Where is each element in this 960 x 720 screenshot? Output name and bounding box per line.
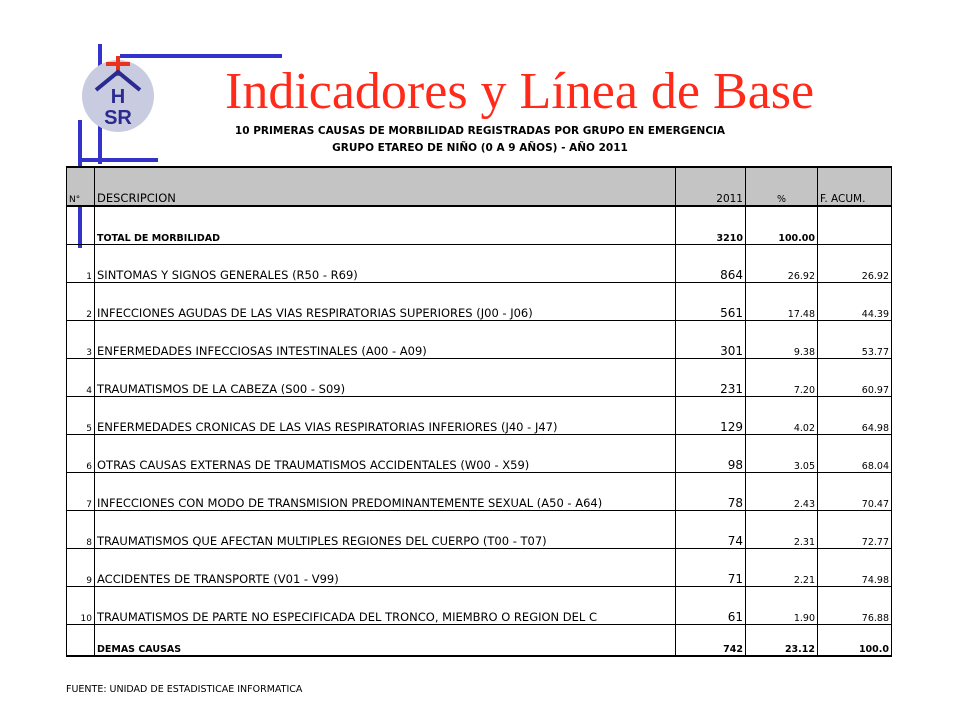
hsr-logo xyxy=(78,54,158,134)
row-year: 61 xyxy=(676,587,746,625)
row-desc: ACCIDENTES DE TRANSPORTE (V01 - V99) xyxy=(95,549,676,587)
logo-letters-bottom: SR xyxy=(104,107,132,129)
others-pct: 23.12 xyxy=(746,625,818,657)
table-row xyxy=(67,511,892,549)
row-year: 98 xyxy=(676,435,746,473)
row-desc: TRAUMATISMOS DE LA CABEZA (S00 - S09) xyxy=(95,359,676,397)
row-pct: 7.20 xyxy=(746,359,818,397)
slide-title: Indicadores y Línea de Base xyxy=(225,63,815,120)
row-num: 7 xyxy=(67,473,95,511)
table-row xyxy=(67,587,892,625)
row-num: 6 xyxy=(67,435,95,473)
row-num: 10 xyxy=(67,587,95,625)
row-desc: TRAUMATISMOS QUE AFECTAN MULTIPLES REGIONES DEL CUERPO (T00 - T07) xyxy=(95,511,676,549)
row-pct: 2.43 xyxy=(746,473,818,511)
row-pct: 17.48 xyxy=(746,283,818,321)
row-pct: 9.38 xyxy=(746,321,818,359)
header-year: 2011 xyxy=(676,167,746,206)
row-pct: 1.90 xyxy=(746,587,818,625)
row-acum: 70.47 xyxy=(818,473,892,511)
row-acum: 76.88 xyxy=(818,587,892,625)
total-row xyxy=(67,206,892,245)
header-acum: F. ACUM. xyxy=(818,167,892,206)
row-desc: INFECCIONES CON MODO DE TRANSMISION PREDOMINANTEMENTE SEXUAL (A50 - A64) xyxy=(95,473,676,511)
row-acum: 68.04 xyxy=(818,435,892,473)
row-num: 4 xyxy=(67,359,95,397)
row-year: 78 xyxy=(676,473,746,511)
table-row xyxy=(67,359,892,397)
row-acum: 64.98 xyxy=(818,397,892,435)
row-pct: 2.31 xyxy=(746,511,818,549)
row-year: 864 xyxy=(676,245,746,283)
others-desc: DEMAS CAUSAS xyxy=(95,625,676,657)
row-num: 9 xyxy=(67,549,95,587)
total-year: 3210 xyxy=(676,206,746,245)
header-pct: % xyxy=(746,167,818,206)
row-num: 5 xyxy=(67,397,95,435)
row-desc: ENFERMEDADES INFECCIOSAS INTESTINALES (A00 - A09) xyxy=(95,321,676,359)
table-row xyxy=(67,435,892,473)
table-row xyxy=(67,283,892,321)
row-pct: 26.92 xyxy=(746,245,818,283)
table-row xyxy=(67,321,892,359)
header-desc: DESCRIPCION xyxy=(95,167,676,206)
total-pct: 100.00 xyxy=(746,206,818,245)
row-num: 2 xyxy=(67,283,95,321)
table-header-row xyxy=(67,167,892,206)
row-desc: OTRAS CAUSAS EXTERNAS DE TRAUMATISMOS ACCIDENTALES (W00 - X59) xyxy=(95,435,676,473)
table-row xyxy=(67,245,892,283)
row-acum: 72.77 xyxy=(818,511,892,549)
row-year: 71 xyxy=(676,549,746,587)
row-year: 301 xyxy=(676,321,746,359)
logo-letters-top: H xyxy=(110,86,126,108)
total-desc: TOTAL DE MORBILIDAD xyxy=(95,206,676,245)
row-acum: 74.98 xyxy=(818,549,892,587)
source-note: FUENTE: UNIDAD DE ESTADISTICAE INFORMATICA xyxy=(66,684,303,695)
row-year: 231 xyxy=(676,359,746,397)
row-desc: INFECCIONES AGUDAS DE LAS VIAS RESPIRATORIAS SUPERIORES (J00 - J06) xyxy=(95,283,676,321)
row-num: 8 xyxy=(67,511,95,549)
row-acum: 44.39 xyxy=(818,283,892,321)
row-desc: SINTOMAS Y SIGNOS GENERALES (R50 - R69) xyxy=(95,245,676,283)
others-acum: 100.0 xyxy=(818,625,892,657)
row-num: 3 xyxy=(67,321,95,359)
row-desc: ENFERMEDADES CRONICAS DE LAS VIAS RESPIRATORIAS INFERIORES (J40 - J47) xyxy=(95,397,676,435)
row-year: 74 xyxy=(676,511,746,549)
decorative-line-mid xyxy=(80,158,158,162)
others-row xyxy=(67,625,892,657)
row-pct: 2.21 xyxy=(746,549,818,587)
row-pct: 3.05 xyxy=(746,435,818,473)
others-num xyxy=(67,625,95,657)
logo-cross-horizontal xyxy=(106,62,130,66)
total-num xyxy=(67,206,95,245)
row-acum: 26.92 xyxy=(818,245,892,283)
row-num: 1 xyxy=(67,245,95,283)
row-year: 561 xyxy=(676,283,746,321)
table-row xyxy=(67,397,892,435)
table-subtitle-line2: GRUPO ETAREO DE NIÑO (0 A 9 AÑOS) - AÑO 2011 xyxy=(332,142,628,154)
row-desc: TRAUMATISMOS DE PARTE NO ESPECIFICADA DEL TRONCO, MIEMBRO O REGION DEL C xyxy=(95,587,676,625)
header-num: N° xyxy=(67,167,95,206)
morbidity-table xyxy=(66,166,892,657)
row-acum: 53.77 xyxy=(818,321,892,359)
total-acum xyxy=(818,206,892,245)
table-row xyxy=(67,473,892,511)
table-subtitle-line1: 10 PRIMERAS CAUSAS DE MORBILIDAD REGISTRADAS POR GRUPO EN EMERGENCIA xyxy=(234,125,726,137)
row-acum: 60.97 xyxy=(818,359,892,397)
others-year: 742 xyxy=(676,625,746,657)
table-row xyxy=(67,549,892,587)
row-pct: 4.02 xyxy=(746,397,818,435)
row-year: 129 xyxy=(676,397,746,435)
